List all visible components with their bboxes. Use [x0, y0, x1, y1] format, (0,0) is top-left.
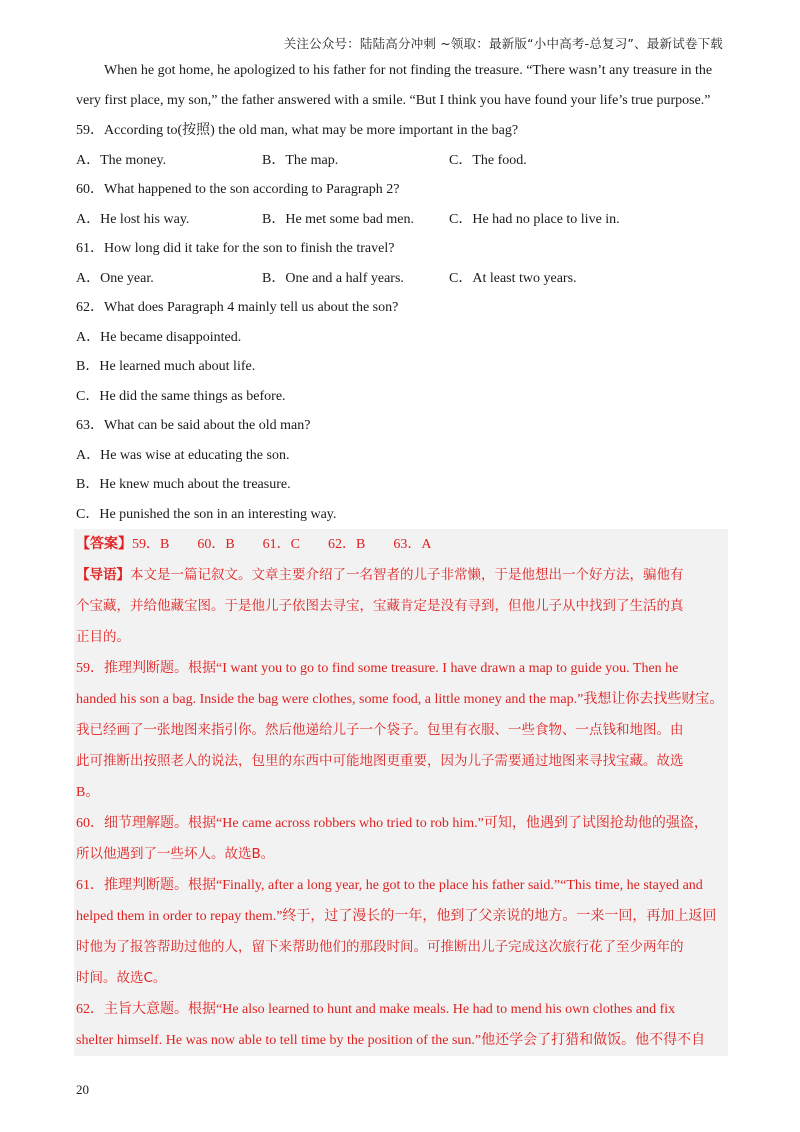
option-62-a: A．He became disappointed. [76, 329, 242, 345]
option-59-c: C．The food. [449, 152, 527, 168]
page-content [76, 56, 724, 1056]
explanation-line: 所以他遇到了一些坏人。故选B。 [76, 846, 275, 862]
explanation-line: 我已经画了一张地图来指引你。然后他递给儿子一个袋子。包里有衣服、一些食物、一点钱和地图。由 [76, 722, 684, 738]
answer-section [74, 529, 728, 1056]
passage-line-2: very first place, my son,” the father answered with a smile. “But I think you have found your life’s true purpose.” [76, 93, 711, 108]
explanation-line: 60．细节理解题。根据“He came across robbers who tried to rob him.”可知，他遇到了试图抢劫他的强盗， [76, 816, 708, 831]
passage-line-1: When he got home, he apologized to his father for not finding the treasure. “There wasn’t any treasure in the [104, 63, 713, 78]
option-59-a: A．The money. [76, 152, 167, 168]
option-61-a: A．One year. [76, 270, 154, 286]
options-59 [76, 146, 724, 176]
question-60: 60．What happened to the son according to Paragraph 2? [76, 182, 400, 197]
question-63: 63．What can be said about the old man? [76, 418, 311, 433]
guide-line-1: 【导语】本文是一篇记叙文。文章主要介绍了一名智者的儿子非常懒，于是他想出一个好方法，骗他有 [76, 567, 684, 583]
page-number: 20 [76, 1082, 89, 1097]
option-63-c: C．He punished the son in an interesting way. [76, 506, 337, 522]
question-61: 61．How long did it take for the son to finish the travel? [76, 241, 395, 256]
option-60-c: C．He had no place to live in. [449, 211, 620, 227]
explanation-line: B。 [76, 785, 100, 800]
explanation-line: helped them in order to repay them.”终于，过了漫长的一年，他到了父亲说的地方。一来一回，再加上返回 [76, 909, 717, 924]
option-60-a: A．He lost his way. [76, 211, 190, 227]
explanation-line: 62．主旨大意题。根据“He also learned to hunt and make meals. He had to mend his own clothes and fix [76, 1002, 676, 1017]
option-61-c: C．At least two years. [449, 270, 577, 286]
explanation-line: 59．推理判断题。根据“I want you to go to find some treasure. I have drawn a map to guide you. Then he [76, 661, 679, 676]
options-61 [76, 264, 724, 294]
option-63-a: A．He was wise at educating the son. [76, 447, 290, 463]
explanation-line: 61．推理判断题。根据“Finally, after a long year, he got to the place his father said.”“This time, he stayed and [76, 878, 703, 893]
explanation-line: 此可推断出按照老人的说法，包里的东西中可能地图更重要，因为儿子需要通过地图来寻找宝藏。故选 [76, 753, 684, 769]
explanation-line: handed his son a bag. Inside the bag were clothes, some food, a little money and the map.”我想让你去找些财宝。 [76, 692, 724, 707]
answer-line [76, 529, 728, 560]
guide-label: 【导语】 [76, 567, 130, 583]
option-59-b: B．The map. [262, 152, 339, 168]
options-60 [76, 205, 724, 235]
page-header: 关注公众号：陆陆高分冲刺 ~领取：最新版“小中高考-总复习”、最新试卷下载 [283, 36, 723, 51]
guide-line-3: 正目的。 [76, 629, 130, 645]
question-59: 59．According to(按照) the old man, what may be more important in the bag? [76, 123, 519, 138]
question-62: 62．What does Paragraph 4 mainly tell us about the son? [76, 300, 399, 315]
option-60-b: B．He met some bad men. [262, 211, 415, 227]
option-62-c: C．He did the same things as before. [76, 388, 286, 404]
answer-label: 【答案】 [76, 536, 132, 552]
option-62-b: B．He learned much about life. [76, 359, 256, 374]
explanation-line: shelter himself. He was now able to tell time by the position of the sun.”他还学会了打猎和做饭。他不得不自 [76, 1033, 706, 1048]
guide-line-2: 个宝藏，并给他藏宝图。于是他儿子依图去寻宝，宝藏肯定是没有寻到，但他儿子从中找到了生活的真 [76, 598, 684, 614]
explanation-line: 时他为了报答帮助过他的人，留下来帮助他们的那段时间。可推断出儿子完成这次旅行花了至少两年的 [76, 939, 684, 955]
option-61-b: B．One and a half years. [262, 270, 404, 286]
answer-values: 59．B 60．B 61．C 62．B 63．A [132, 537, 432, 552]
explanation-line: 时间。故选C。 [76, 970, 167, 986]
option-63-b: B．He knew much about the treasure. [76, 477, 291, 492]
